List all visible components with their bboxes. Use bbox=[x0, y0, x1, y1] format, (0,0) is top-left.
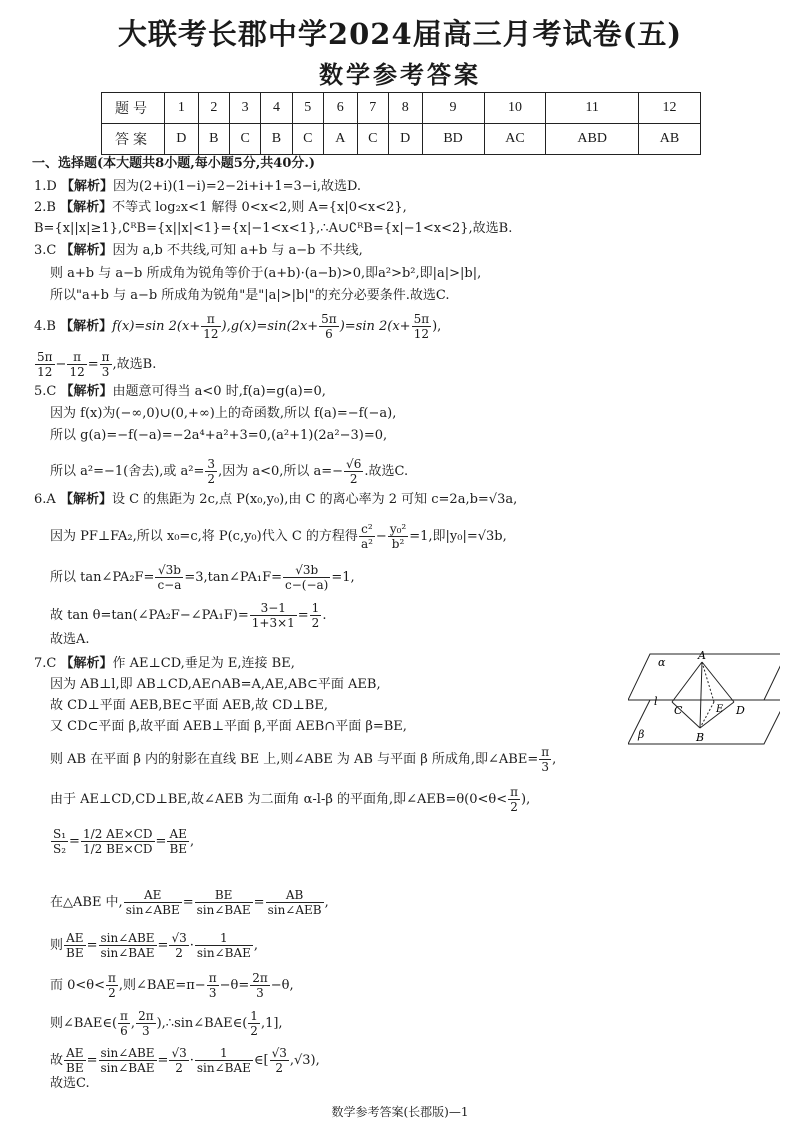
q7-angle-range: 则∠BAE∈( $\frac{\pi}{6}$ , $\frac{2\pi}{3}$ ),∴sin∠BAE∈( $\frac{1}{2}$ ,1], bbox=[50, 1009, 283, 1038]
analysis-tag: 【解析】 bbox=[60, 319, 113, 334]
analysis-tag: 【解析】 bbox=[60, 200, 113, 215]
q7-text-1: 作 AE⊥CD,垂足为 E,连接 BE, bbox=[112, 656, 295, 671]
fraction: $\frac{\text{sin∠ABE}}{\text{sin∠BAE}}$ bbox=[100, 931, 155, 960]
label-beta: β bbox=[638, 728, 645, 741]
fraction: $\frac{2\pi}{3}$ bbox=[138, 1009, 154, 1038]
q7-line-3: 故 CD⊥平面 AEB,BE⊂平面 AEB,故 CD⊥BE, bbox=[50, 698, 328, 713]
fraction: $\frac{\text{c²}}{\text{a²}}$ bbox=[360, 522, 373, 551]
fraction: $\frac{AE}{BE}$ bbox=[66, 931, 84, 960]
answer-cell: AB bbox=[638, 124, 700, 155]
q3-text-1: 因为 a,b 不共线,可知 a+b 与 a−b 不共线, bbox=[112, 243, 363, 258]
fraction: $\frac{5\pi}{12}$ bbox=[413, 312, 430, 341]
q2-line-2: B={x||x|≥1},∁ᴿB={x||x|<1}={x|−1<x<1},∴A∪∁ᴿB={x|−1<x<2},故选B. bbox=[34, 221, 513, 236]
fraction: $\frac{\pi}{12}$ bbox=[203, 312, 219, 341]
answer-cell: C bbox=[229, 124, 260, 155]
q2-text-1: 不等式 log₂x<1 解得 0<x<2,则 A={x|0<x<2}, bbox=[112, 200, 407, 215]
q1-label: 1.D bbox=[34, 179, 57, 194]
question-number: 12 bbox=[638, 93, 700, 124]
question-number: 10 bbox=[484, 93, 546, 124]
segment-ae bbox=[702, 662, 714, 702]
fraction: $\frac{\pi}{12}$ bbox=[69, 350, 85, 379]
q6-line-3: 所以 tan∠PA₂F= $\frac{√3b}{c-a}$ =3,tan∠PA₁F= $\frac{√3b}{c-(-a)}$ =1, bbox=[50, 563, 355, 592]
analysis-tag: 【解析】 bbox=[60, 243, 113, 258]
label-alpha: α bbox=[658, 656, 666, 669]
section-heading: 一、选择题(本大题共8小题,每小题5分,共40分.) bbox=[32, 156, 316, 171]
question-number: 2 bbox=[198, 93, 229, 124]
answer-key-title: 数学参考答案 bbox=[319, 60, 481, 89]
fraction: $\frac{1}{\text{sin∠BAE}}$ bbox=[196, 931, 251, 960]
question-number: 9 bbox=[422, 93, 484, 124]
answer-cell: D bbox=[165, 124, 199, 155]
fraction: $\frac{\pi}{3}$ bbox=[101, 350, 110, 379]
q7-line-2: 因为 AB⊥l,即 AB⊥CD,AE∩AB=A,AE,AB⊂平面 AEB, bbox=[50, 677, 381, 692]
q7-line-5: 则 AB 在平面 β 内的射影在直线 BE 上,则∠ABE 为 AB 与平面 β 所成角,即∠ABE= $\frac{\pi}{3}$ , bbox=[50, 745, 557, 774]
fraction: $\frac{\pi}{6}$ bbox=[120, 1009, 128, 1038]
q7-line-1 bbox=[34, 655, 295, 673]
q2-line-1 bbox=[34, 199, 407, 217]
q6-text-1: 设 C 的焦距为 2c,点 P(x₀,y₀),由 C 的离心率为 2 可知 c=2a,b=√3a, bbox=[111, 492, 518, 507]
q7-line-4: 又 CD⊂平面 β,故平面 AEB⊥平面 β,平面 AEB∩平面 β=BE, bbox=[50, 719, 407, 734]
q7-final: 故 $\frac{AE}{BE}$ = $\frac{\text{sin∠ABE}}{\text{sin∠BAE}}$ = $\frac{√3}{2}$ · $\frac{1}{\text{sin∠BAE}}$ ∈[ $\frac{√3}{2}$ ,√3), bbox=[50, 1046, 320, 1075]
answer-cell: B bbox=[198, 124, 229, 155]
q5-line-3: 所以 g(a)=−f(−a)=−2a⁴+a²+3=0,(a²+1)(2a²−3)=0, bbox=[50, 428, 388, 443]
q3-line-2: 则 a+b 与 a−b 所成角为锐角等价于(a+b)·(a−b)>0,即a²>b²,即|a|>|b|, bbox=[50, 266, 482, 281]
q2-label: 2.B bbox=[34, 200, 56, 215]
fraction: $\frac{√3}{2}$ bbox=[171, 1046, 187, 1075]
fraction: $\frac{AE}{\text{sin∠ABE}}$ bbox=[125, 888, 180, 917]
answer-cell: AC bbox=[484, 124, 546, 155]
fraction: $\frac{1}{2}$ bbox=[311, 601, 320, 630]
fraction: $\frac{√3b}{c-a}$ bbox=[157, 563, 182, 592]
q7-theta-range: 而 0<θ< $\frac{\pi}{2}$ ,则∠BAE=π− $\frac{\pi}{3}$ −θ= $\frac{2\pi}{3}$ −θ, bbox=[50, 971, 294, 1000]
fraction: $\frac{\text{S₁}}{\text{S₂}}$ bbox=[53, 827, 67, 856]
q3-label: 3.C bbox=[34, 243, 57, 258]
q1-text: 因为(2+i)(1−i)=2−2i+i+1=3−i,故选D. bbox=[112, 179, 362, 194]
q3-line-1 bbox=[34, 242, 363, 260]
fraction: $\frac{5\pi}{12}$ bbox=[37, 350, 53, 379]
question-number: 1 bbox=[165, 93, 199, 124]
segment-ab bbox=[700, 662, 702, 728]
q4-label: 4.B bbox=[34, 319, 56, 334]
label-d: D bbox=[736, 704, 745, 717]
label-a: A bbox=[698, 649, 706, 662]
fraction: $\frac{√3b}{c-(-a)}$ bbox=[285, 563, 329, 592]
fraction: $\frac{\pi}{2}$ bbox=[108, 971, 116, 1000]
answer-table-number-row bbox=[102, 93, 701, 124]
label-l: l bbox=[654, 695, 658, 708]
label-b: B bbox=[696, 731, 705, 744]
q7-label: 7.C bbox=[34, 656, 57, 671]
q5-line-1 bbox=[34, 383, 326, 401]
page-footer: 数学参考答案(长郡版)—1 bbox=[331, 1105, 469, 1119]
fraction: $\frac{√3}{2}$ bbox=[171, 931, 187, 960]
question-number: 7 bbox=[357, 93, 388, 124]
fraction: $\frac{1/2 AE\times CD}{1/2 BE\times CD}$ bbox=[82, 827, 153, 856]
fraction: $\frac{5\pi}{6}$ bbox=[321, 312, 337, 341]
fraction: $\frac{3}{2}$ bbox=[207, 457, 216, 486]
fraction: $\frac{BE}{\text{sin∠BAE}}$ bbox=[196, 888, 251, 917]
q4-line-1: 4.B 【解析】f(x)=sin 2(x+ $\frac{\pi}{12}$ ),g(x)=sin(2x+ $\frac{5\pi}{6}$ )=sin 2(x+ $\frac{5\pi}{12}$ ), bbox=[34, 312, 442, 341]
q7-conclusion: 故选C. bbox=[50, 1076, 90, 1091]
analysis-tag: 【解析】 bbox=[60, 384, 113, 399]
row-label-number: 题号 bbox=[102, 93, 165, 124]
answer-cell: C bbox=[292, 124, 323, 155]
q6-line-2: 因为 PF⊥FA₂,所以 x₀=c,将 P(c,y₀)代入 C 的方程得 $\frac{\text{c²}}{\text{a²}}$ − $\frac{\text{y₀²}}{\text{b²}}$ =1,即|y₀|=√3b, bbox=[50, 522, 507, 551]
q7-ratio: 则 $\frac{AE}{BE}$ = $\frac{\text{sin∠ABE}}{\text{sin∠BAE}}$ = $\frac{√3}{2}$ · $\frac{1}{\text{sin∠BAE}}$ , bbox=[50, 931, 259, 960]
fraction: $\frac{AE}{BE}$ bbox=[66, 1046, 84, 1075]
exam-title: 大联考长郡中学2024届高三月考试卷(五) bbox=[117, 17, 683, 51]
answer-table bbox=[101, 92, 701, 155]
fraction: $\frac{AE}{BE}$ bbox=[169, 827, 188, 856]
q6-line-1 bbox=[34, 491, 517, 509]
analysis-tag: 【解析】 bbox=[59, 492, 112, 507]
q6-line-5: 故选A. bbox=[50, 632, 90, 647]
fraction: $\frac{\text{sin∠ABE}}{\text{sin∠BAE}}$ bbox=[100, 1046, 155, 1075]
question-number: 3 bbox=[229, 93, 260, 124]
q4-text: f(x)=sin 2(x+ bbox=[112, 319, 201, 334]
segment-ac bbox=[672, 662, 702, 702]
question-number: 8 bbox=[388, 93, 422, 124]
q7-area-ratio: $\frac{\text{S₁}}{\text{S₂}}$ = $\frac{1/2 AE\times CD}{1/2 BE\times CD}$ = $\frac{AE}{BE}$ , bbox=[53, 827, 195, 856]
label-e: E bbox=[716, 704, 724, 715]
question-number: 5 bbox=[292, 93, 323, 124]
question-number: 4 bbox=[261, 93, 292, 124]
q7-line-6: 由于 AE⊥CD,CD⊥BE,故∠AEB 为二面角 α-l-β 的平面角,即∠AEB=θ(0<θ< $\frac{\pi}{2}$ ), bbox=[50, 785, 531, 814]
segment-eb bbox=[700, 702, 714, 728]
fraction: $\frac{1}{\text{sin∠BAE}}$ bbox=[196, 1046, 251, 1075]
answer-cell: C bbox=[357, 124, 388, 155]
row-label-answer: 答案 bbox=[102, 124, 165, 155]
fraction: $\frac{\text{y₀²}}{\text{b²}}$ bbox=[389, 522, 407, 551]
fraction: $\frac{\pi}{2}$ bbox=[510, 785, 519, 814]
q4-line-2: $\frac{5\pi}{12}$ − $\frac{\pi}{12}$ = $\frac{\pi}{3}$ ,故选B. bbox=[37, 350, 157, 379]
dihedral-angle-diagram bbox=[628, 648, 780, 746]
answer-cell: D bbox=[388, 124, 422, 155]
q1-line bbox=[34, 178, 361, 196]
fraction: $\frac{1}{2}$ bbox=[250, 1009, 258, 1038]
q5-label: 5.C bbox=[34, 384, 57, 399]
question-number: 11 bbox=[546, 93, 639, 124]
fraction: $\frac{AB}{\text{sin∠AEB}}$ bbox=[267, 888, 322, 917]
fraction: $\frac{√3}{2}$ bbox=[271, 1046, 287, 1075]
q5-line-4: 所以 a²=−1(舍去),或 a²= $\frac{3}{2}$ ,因为 a<0,所以 a=− $\frac{√6}{2}$ .故选C. bbox=[50, 457, 409, 486]
label-c: C bbox=[674, 704, 683, 717]
q6-label: 6.A bbox=[34, 492, 56, 507]
question-number: 6 bbox=[323, 93, 357, 124]
fraction: $\frac{\pi}{3}$ bbox=[208, 971, 217, 1000]
fraction: $\frac{2\pi}{3}$ bbox=[252, 971, 268, 1000]
answer-cell: B bbox=[261, 124, 292, 155]
q3-line-3: 所以"a+b 与 a−b 所成角为锐角"是"|a|>|b|"的充分必要条件.故选C. bbox=[50, 288, 450, 303]
answer-cell: BD bbox=[422, 124, 484, 155]
analysis-tag: 【解析】 bbox=[60, 179, 113, 194]
fraction: $\frac{3-1}{1+3\times 1}$ bbox=[251, 601, 295, 630]
q5-line-2: 因为 f(x)为(−∞,0)∪(0,+∞)上的奇函数,所以 f(a)=−f(−a), bbox=[50, 406, 397, 421]
answer-cell: ABD bbox=[546, 124, 639, 155]
analysis-tag: 【解析】 bbox=[60, 656, 113, 671]
segment-ad bbox=[702, 662, 734, 702]
q7-law-of-sines: 在△ABE 中, $\frac{AE}{\text{sin∠ABE}}$ = $\frac{BE}{\text{sin∠BAE}}$ = $\frac{AB}{\text{sin∠AEB}}$ , bbox=[50, 888, 329, 917]
fraction: $\frac{√6}{2}$ bbox=[346, 457, 362, 486]
answer-table-answer-row bbox=[102, 124, 701, 155]
answer-cell: A bbox=[323, 124, 357, 155]
q6-line-4: 故 tan θ=tan(∠PA₂F−∠PA₁F)= $\frac{3-1}{1+3\times 1}$ = $\frac{1}{2}$ . bbox=[50, 601, 327, 630]
fraction: $\frac{\pi}{3}$ bbox=[541, 745, 550, 774]
q5-text-1: 由题意可得当 a<0 时,f(a)=g(a)=0, bbox=[112, 384, 326, 399]
